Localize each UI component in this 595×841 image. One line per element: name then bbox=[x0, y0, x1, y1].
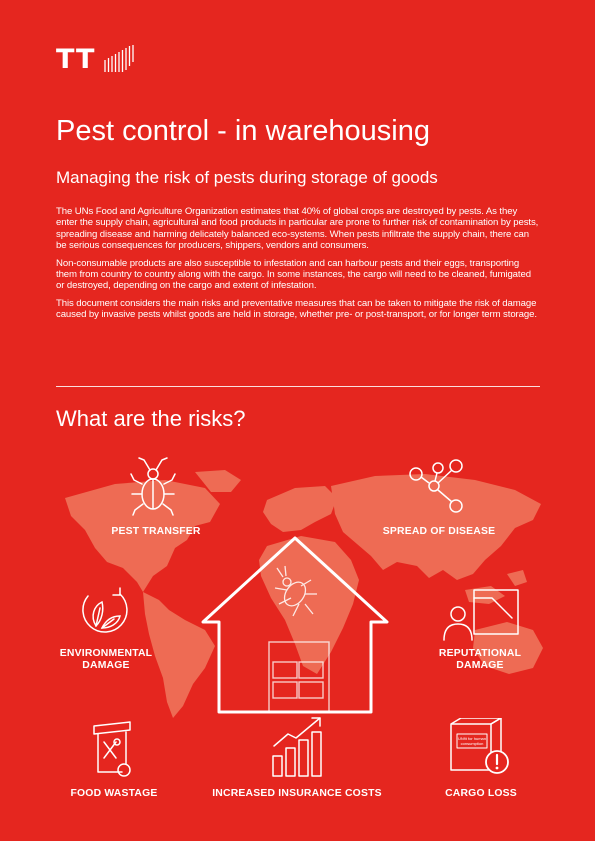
intro-text bbox=[56, 206, 540, 327]
reputational-damage-line: REPUTATIONAL bbox=[438, 648, 522, 659]
tt-logo bbox=[56, 44, 137, 74]
risks-heading: What are the risks? bbox=[56, 406, 246, 431]
warehouse-pest-icon bbox=[195, 532, 395, 717]
page-subtitle: Managing the risk of pests during storage of goods bbox=[56, 168, 438, 187]
environmental-damage-line: ENVIRONMENTAL bbox=[59, 648, 153, 659]
reputational-damage-line: DAMAGE bbox=[456, 660, 504, 671]
section-divider bbox=[56, 386, 540, 387]
person-decline-icon bbox=[440, 584, 522, 642]
cargo-loss-label: CARGO LOSS bbox=[445, 788, 517, 799]
box-warning-icon bbox=[447, 718, 515, 780]
box-text: consumption bbox=[460, 741, 484, 746]
logo-stripes-icon bbox=[103, 44, 137, 74]
environmental-damage-line: DAMAGE bbox=[82, 660, 130, 671]
reputational-damage-label bbox=[430, 648, 530, 672]
molecule-icon bbox=[408, 458, 466, 516]
page-title: Pest control - in warehousing bbox=[56, 115, 430, 147]
intro-paragraph: The UNs Food and Agriculture Organization estimates that 40% of global crops are destroyed by pests. As they enter the supply chain, agricultural and food products in particular are prone to further risk of contamination by pests, spreading disease and harming delicately balanced eco-systems. When pests infiltrate the supply chain, there can be serious consequences for producers, shippers, vendors and consumers. bbox=[56, 206, 539, 251]
environmental-damage-label bbox=[56, 648, 156, 672]
increased-insurance-costs-label: INCREASED INSURANCE COSTS bbox=[212, 788, 382, 799]
spread-of-disease-label: SPREAD OF DISEASE bbox=[382, 526, 496, 537]
intro-paragraph: This document considers the main risks and preventative measures that can be taken to mitigate the risk of damage caused by invasive pests whilst goods are held in storage, whether pre- or post-transport, or for longer term storage. bbox=[56, 298, 537, 321]
logo-text: TT bbox=[56, 43, 96, 75]
beetle-icon bbox=[130, 456, 176, 516]
leaf-cycle-icon bbox=[80, 586, 130, 638]
box-text: UNfit for human bbox=[457, 736, 487, 741]
food-wastage-label: FOOD WASTAGE bbox=[70, 788, 158, 799]
pest-transfer-label: PEST TRANSFER bbox=[111, 526, 201, 537]
intro-paragraph: Non-consumable products are also susceptible to infestation and can harbour pests and their eggs, transporting them from country to country along with the cargo. In some instances, the cargo will need to be cleaned, fumigated or destroyed, depending on the cargo and extent of infestation. bbox=[56, 257, 531, 292]
waste-bin-icon bbox=[92, 718, 134, 780]
rising-bars-icon bbox=[270, 716, 326, 778]
